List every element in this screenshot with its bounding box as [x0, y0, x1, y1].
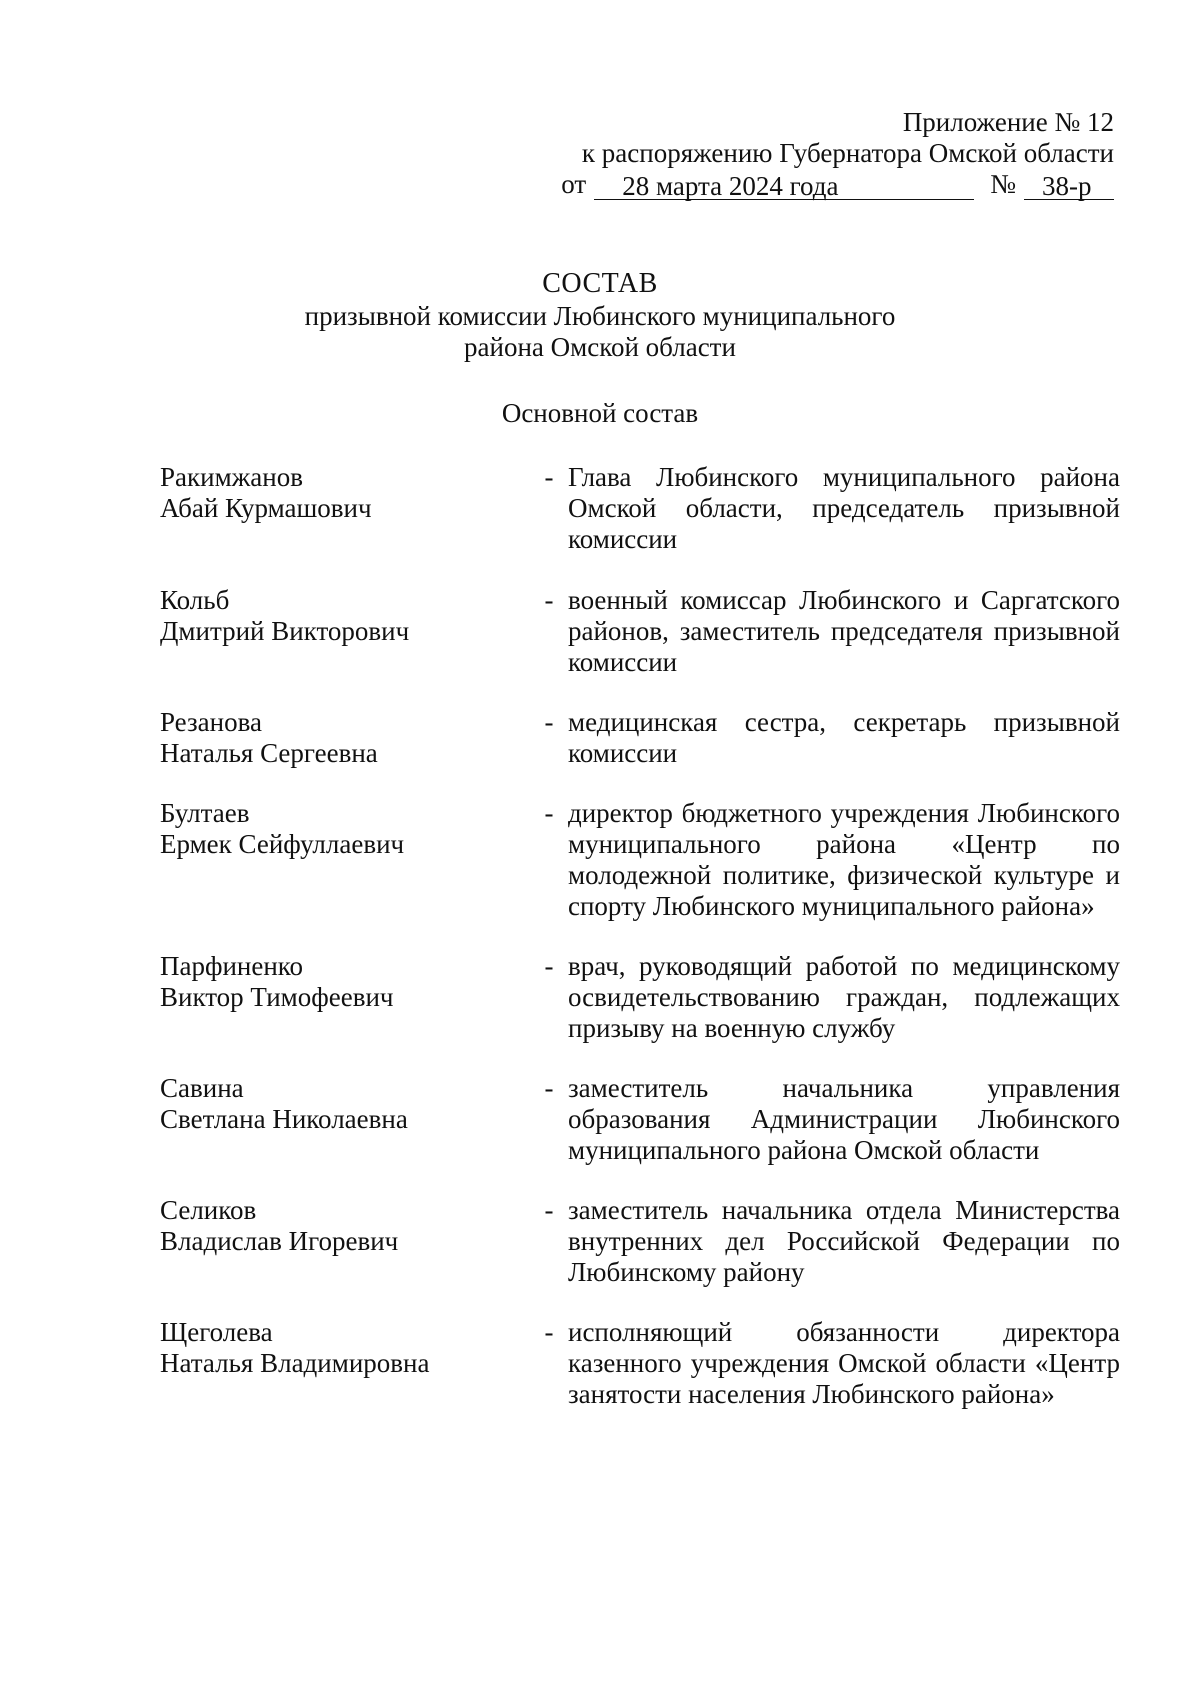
member-surname: Кольб: [160, 585, 230, 615]
member-role: заместитель начальника отдела Министерства внутренних дел Российской Федерации по Любинскому району: [568, 1195, 1120, 1287]
member-dash: -: [544, 1073, 554, 1103]
members-list: [160, 462, 1120, 1410]
member-given-name: Светлана Николаевна: [160, 1104, 408, 1134]
member-dash: -: [544, 1195, 554, 1225]
member-name: [160, 1317, 530, 1379]
date-prefix: от: [561, 169, 587, 199]
member-role: военный комиссар Любинского и Саргатского районов, заместитель председателя призывной комиссии: [568, 585, 1120, 677]
member-row: [160, 462, 1120, 555]
member-name: [160, 798, 530, 860]
member-given-name: Абай Курмашович: [160, 493, 372, 523]
member-given-name: Виктор Тимофеевич: [160, 982, 394, 1012]
member-name: [160, 707, 530, 769]
member-name: [160, 585, 530, 647]
member-role: врач, руководящий работой по медицинскому освидетельствованию граждан, подлежащих призыву на военную службу: [568, 951, 1120, 1043]
member-dash: -: [544, 951, 554, 981]
order-date: 28 марта 2024 года: [594, 173, 974, 200]
title-line-3: района Омской области: [464, 332, 736, 362]
member-given-name: Наталья Сергеевна: [160, 738, 378, 768]
member-given-name: Дмитрий Викторович: [160, 616, 410, 646]
title-line-2: призывной комиссии Любинского муниципального: [304, 301, 896, 331]
member-given-name: Владислав Игоревич: [160, 1226, 399, 1256]
member-surname: Селиков: [160, 1195, 257, 1225]
document-title: [0, 268, 1200, 363]
member-dash: -: [544, 707, 554, 737]
date-number-row: [494, 169, 1114, 200]
member-surname: Савина: [160, 1073, 244, 1103]
member-name: [160, 1195, 530, 1257]
member-name: [160, 1073, 530, 1135]
member-row: [160, 585, 1120, 678]
member-surname: Резанова: [160, 707, 262, 737]
member-row: [160, 798, 1120, 922]
member-row: [160, 1195, 1120, 1288]
member-surname: Ракимжанов: [160, 462, 303, 492]
title-heading: СОСТАВ: [542, 268, 658, 299]
member-name: [160, 951, 530, 1013]
member-row: [160, 707, 1120, 769]
member-row: [160, 1317, 1120, 1410]
member-surname: Щеголева: [160, 1317, 273, 1347]
member-dash: -: [544, 798, 554, 828]
member-given-name: Наталья Владимировна: [160, 1348, 430, 1378]
member-surname: Парфиненко: [160, 951, 304, 981]
appendix-reference: к распоряжению Губернатора Омской области: [581, 138, 1114, 168]
appendix-number: Приложение № 12: [902, 107, 1114, 137]
member-surname: Бултаев: [160, 798, 250, 828]
number-sign: №: [990, 169, 1016, 199]
member-row: [160, 1073, 1120, 1166]
member-role: исполняющий обязанности директора казенного учреждения Омской области «Центр занятости населения Любинского района»: [568, 1317, 1120, 1409]
member-role: директор бюджетного учреждения Любинского муниципального района «Центр по молодежной политике, физической культуре и спорту Любинского муниципального района»: [568, 798, 1120, 921]
member-name: [160, 462, 530, 524]
member-dash: -: [544, 462, 554, 492]
member-dash: -: [544, 1317, 554, 1347]
order-number: 38-р: [1024, 173, 1114, 200]
appendix-header: [494, 107, 1114, 200]
member-given-name: Ермек Сейфуллаевич: [160, 829, 405, 859]
member-row: [160, 951, 1120, 1044]
member-role: медицинская сестра, секретарь призывной комиссии: [568, 707, 1120, 768]
section-subtitle: Основной состав: [501, 398, 699, 428]
member-dash: -: [544, 585, 554, 615]
member-role: заместитель начальника управления образования Администрации Любинского муниципального района Омской области: [568, 1073, 1120, 1165]
member-role: Глава Любинского муниципального района Омской области, председатель призывной комиссии: [568, 462, 1120, 554]
